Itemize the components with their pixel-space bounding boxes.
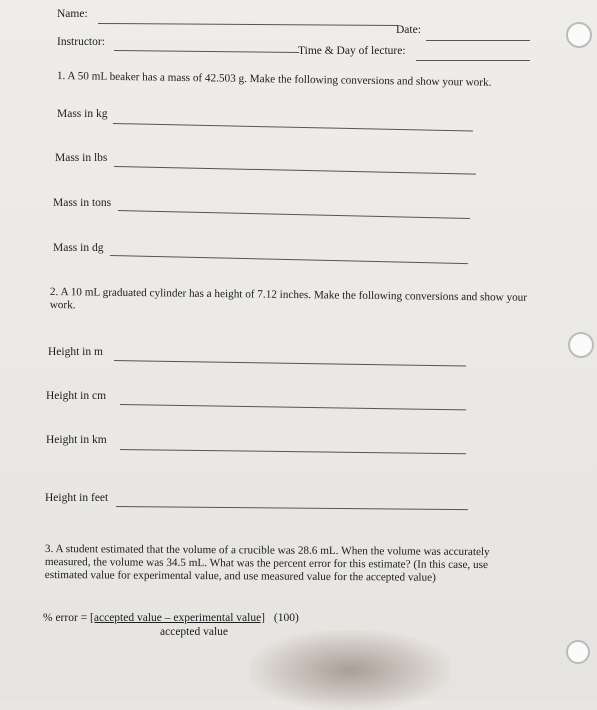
formula-prefix: % error = — [43, 612, 88, 624]
height-km-label: Height in km — [46, 434, 107, 446]
formula-factor: (100) — [273, 612, 299, 624]
height-m-line — [114, 360, 466, 367]
formula-numerator: [accepted value – experimental value] — [90, 612, 266, 624]
height-feet-label: Height in feet — [45, 492, 109, 504]
date-line — [426, 40, 530, 41]
mass-tons-line — [118, 210, 470, 219]
instructor-label: Instructor: — [57, 36, 105, 48]
name-label: Name: — [57, 8, 88, 20]
question-2-text: 2. A 10 mL graduated cylinder has a height of 7.12 inches. Make the following conversions and show your work. — [49, 286, 528, 312]
percent-error-formula — [43, 612, 299, 624]
height-cm-line — [120, 404, 466, 410]
mass-kg-line — [113, 123, 473, 132]
instructor-line — [114, 50, 299, 53]
question-3-text: 3. A student estimated that the volume of a crucible was 28.6 mL. When the volume was accurately measured, the volume was 34.5 mL. What was the percent error for this estimate? (In this case, use estimated value for experimental value, and use measured value for the accepted value) — [44, 543, 490, 584]
lecture-line — [416, 60, 530, 61]
height-m-label: Height in m — [48, 346, 103, 358]
lecture-label: Time & Day of lecture: — [298, 45, 406, 57]
shadow-smudge — [250, 630, 450, 710]
mass-kg-label: Mass in kg — [57, 108, 108, 120]
mass-tons-label: Mass in tons — [53, 197, 112, 209]
height-cm-label: Height in cm — [46, 390, 107, 402]
height-feet-line — [116, 506, 468, 510]
formula-denominator: accepted value — [160, 626, 228, 638]
mass-dg-line — [110, 255, 468, 264]
name-line — [98, 23, 398, 26]
binder-hole-bottom — [566, 640, 590, 664]
date-label: Date: — [396, 24, 421, 36]
binder-hole-middle — [568, 332, 594, 358]
question-1-text: 1. A 50 mL beaker has a mass of 42.503 g. Make the following conversions and show your work. — [56, 70, 492, 89]
mass-lbs-label: Mass in lbs — [55, 152, 108, 164]
binder-hole-top — [566, 22, 592, 48]
mass-lbs-line — [114, 166, 476, 175]
mass-dg-label: Mass in dg — [53, 242, 104, 254]
height-km-line — [120, 449, 466, 454]
